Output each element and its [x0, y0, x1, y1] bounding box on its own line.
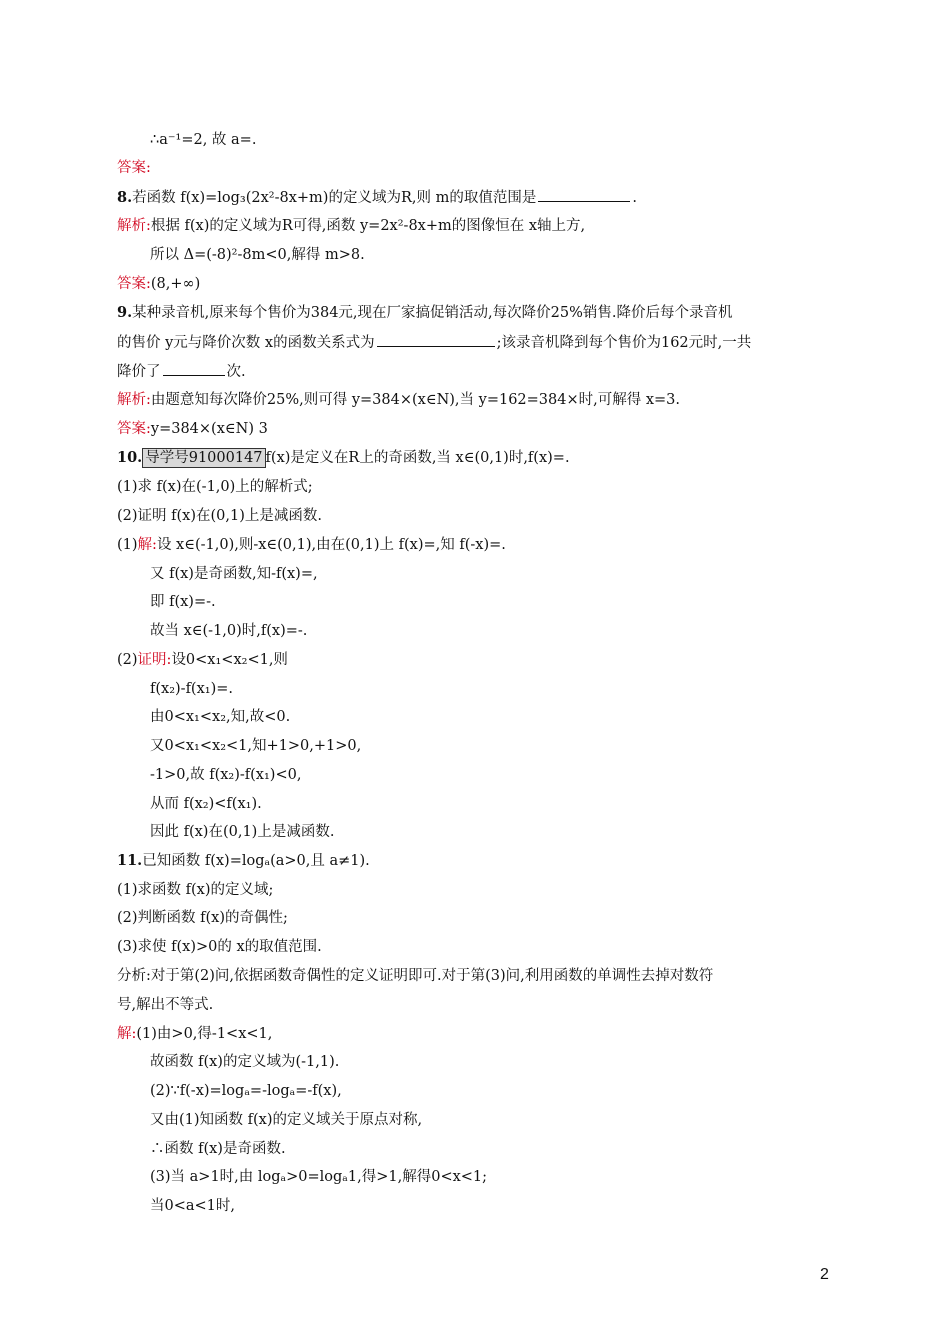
- text-segment: (1)求 f(x)在(-1,0)上的解析式;: [117, 479, 313, 495]
- text-line: [117, 303, 732, 323]
- answer-label: 答案:: [117, 276, 151, 292]
- text-line: [117, 908, 288, 928]
- text-segment: (2)∵f(-x)=logₐ=-logₐ=-f(x),: [150, 1083, 342, 1099]
- text-line: [150, 130, 256, 150]
- text-segment: (2)判断函数 f(x)的奇偶性;: [117, 910, 288, 926]
- text-line: [150, 1110, 422, 1130]
- text-segment: 设 x∈(-1,0),则-x∈(0,1),由在(0,1)上 f(x)=,知 f(-x)=.: [156, 537, 506, 553]
- text-segment: 即 f(x)=-.: [150, 594, 216, 610]
- text-line: [117, 506, 322, 526]
- answer-label: 解析:: [117, 392, 151, 408]
- text-segment: 因此 f(x)在(0,1)上是减函数.: [150, 824, 335, 840]
- text-segment: (8,+∞): [150, 276, 201, 292]
- text-line: [150, 245, 365, 265]
- guide-number-box: 导学号91000147: [142, 448, 265, 468]
- answer-label: 答案:: [117, 421, 151, 437]
- text-segment: ∴函数 f(x)是奇函数.: [150, 1141, 286, 1157]
- answer-label: 解:: [137, 537, 157, 553]
- text-line: [117, 995, 213, 1015]
- text-line: [117, 937, 322, 957]
- text-line: [117, 419, 268, 439]
- answer-blank: [538, 187, 630, 202]
- text-segment: (3)当 a>1时,由 logₐ>0=logₐ1,得>1,解得0<x<1;: [150, 1169, 488, 1185]
- text-line: [117, 966, 713, 986]
- text-segment: 若函数 f(x)=log₃(2x²-8x+m)的定义域为R,则 m的取值范围是: [132, 190, 537, 206]
- text-segment: (2)证明 f(x)在(0,1)上是减函数.: [117, 508, 322, 524]
- text-line: [117, 361, 246, 382]
- text-line: [150, 679, 233, 699]
- answer-label: 解:: [117, 1026, 137, 1042]
- text-line: [150, 822, 334, 842]
- text-line: [117, 390, 680, 410]
- text-line: [117, 448, 570, 468]
- text-segment: 又由(1)知函数 f(x)的定义域关于原点对称,: [150, 1112, 423, 1128]
- text-segment: (3)求使 f(x)>0的 x的取值范围.: [117, 939, 322, 955]
- text-line: [117, 851, 370, 871]
- text-segment: 又 f(x)是奇函数,知-f(x)=,: [150, 566, 318, 582]
- text-segment: 已知函数 f(x)=logₐ(a>0,且 a≠1).: [142, 853, 370, 869]
- text-segment: 降价了: [117, 364, 161, 380]
- answer-blank: [377, 332, 495, 347]
- text-segment: 的售价 y元与降价次数 x的函数关系式为: [117, 335, 375, 351]
- text-segment: (2): [117, 652, 138, 668]
- text-segment: ∴a⁻¹=2, 故 a=.: [150, 132, 257, 148]
- text-line: [117, 1024, 272, 1044]
- text-segment: 故函数 f(x)的定义域为(-1,1).: [150, 1054, 340, 1070]
- text-line: [150, 707, 290, 727]
- text-segment: 号,解出不等式.: [117, 997, 214, 1013]
- text-segment: f(x₂)-f(x₁)=.: [150, 681, 233, 697]
- text-segment: 又0<x₁<x₂<1,知+1>0,+1>0,: [150, 738, 362, 754]
- text-line: [150, 765, 301, 785]
- text-line: [117, 187, 637, 208]
- text-segment: 次.: [226, 364, 246, 380]
- text-line: [150, 1139, 286, 1159]
- text-line: [150, 564, 318, 584]
- text-segment: 某种录音机,原来每个售价为384元,现在厂家搞促销活动,每次降价25%销售.降价后每个录音机: [132, 305, 733, 321]
- text-line: [117, 274, 200, 294]
- text-line: [150, 592, 216, 612]
- text-segment: (1)由>0,得-1<x<1,: [136, 1026, 273, 1042]
- text-line: [117, 535, 506, 555]
- text-segment: 根据 f(x)的定义域为R可得,函数 y=2x²-8x+m的图像恒在 x轴上方,: [150, 218, 586, 234]
- text-line: [117, 880, 273, 900]
- answer-blank: [163, 361, 225, 376]
- text-segment: 设0<x₁<x₂<1,则: [171, 652, 288, 668]
- text-segment: f(x)是定义在R上的奇函数,当 x∈(0,1)时,f(x)=.: [265, 450, 570, 466]
- text-segment: 当0<a<1时,: [150, 1198, 236, 1214]
- question-number: 8.: [117, 189, 133, 206]
- text-line: [150, 1081, 342, 1101]
- answer-label: 证明:: [137, 652, 172, 668]
- text-line: [150, 1196, 235, 1216]
- answer-label: 答案:: [117, 160, 151, 176]
- text-segment: ;该录音机降到每个售价为162元时,一共: [496, 335, 752, 351]
- text-line: [117, 650, 288, 670]
- text-segment: -1>0,故 f(x₂)-f(x₁)<0,: [150, 767, 302, 783]
- page-number: 2: [820, 1266, 829, 1283]
- text-line: [117, 477, 313, 497]
- text-segment: 从而 f(x₂)<f(x₁).: [150, 796, 262, 812]
- text-segment: 分析:对于第(2)问,依据函数奇偶性的定义证明即可.对于第(3)问,利用函数的单调性去掉对数符: [117, 968, 714, 984]
- answer-label: 解析:: [117, 218, 151, 234]
- question-number: 9.: [117, 304, 133, 321]
- text-segment: 故当 x∈(-1,0)时,f(x)=-.: [150, 623, 308, 639]
- text-line: [150, 794, 262, 814]
- text-segment: 由题意知每次降价25%,则可得 y=384×(x∈N),当 y=162=384×时,可解得 x=3.: [150, 392, 681, 408]
- text-line: [117, 158, 151, 178]
- text-segment: (1)求函数 f(x)的定义域;: [117, 882, 274, 898]
- text-segment: 由0<x₁<x₂,知,故<0.: [150, 709, 291, 725]
- question-number: 10.: [117, 449, 143, 466]
- text-line: [117, 332, 751, 353]
- text-segment: .: [632, 190, 637, 206]
- question-number: 11.: [117, 852, 143, 869]
- text-segment: (1): [117, 537, 138, 553]
- text-segment: 所以 Δ=(-8)²-8m<0,解得 m>8.: [150, 247, 365, 263]
- text-line: [117, 216, 585, 236]
- text-line: [150, 1052, 339, 1072]
- text-segment: y=384×(x∈N) 3: [150, 421, 268, 437]
- text-line: [150, 621, 307, 641]
- text-line: [150, 1167, 487, 1187]
- text-line: [150, 736, 361, 756]
